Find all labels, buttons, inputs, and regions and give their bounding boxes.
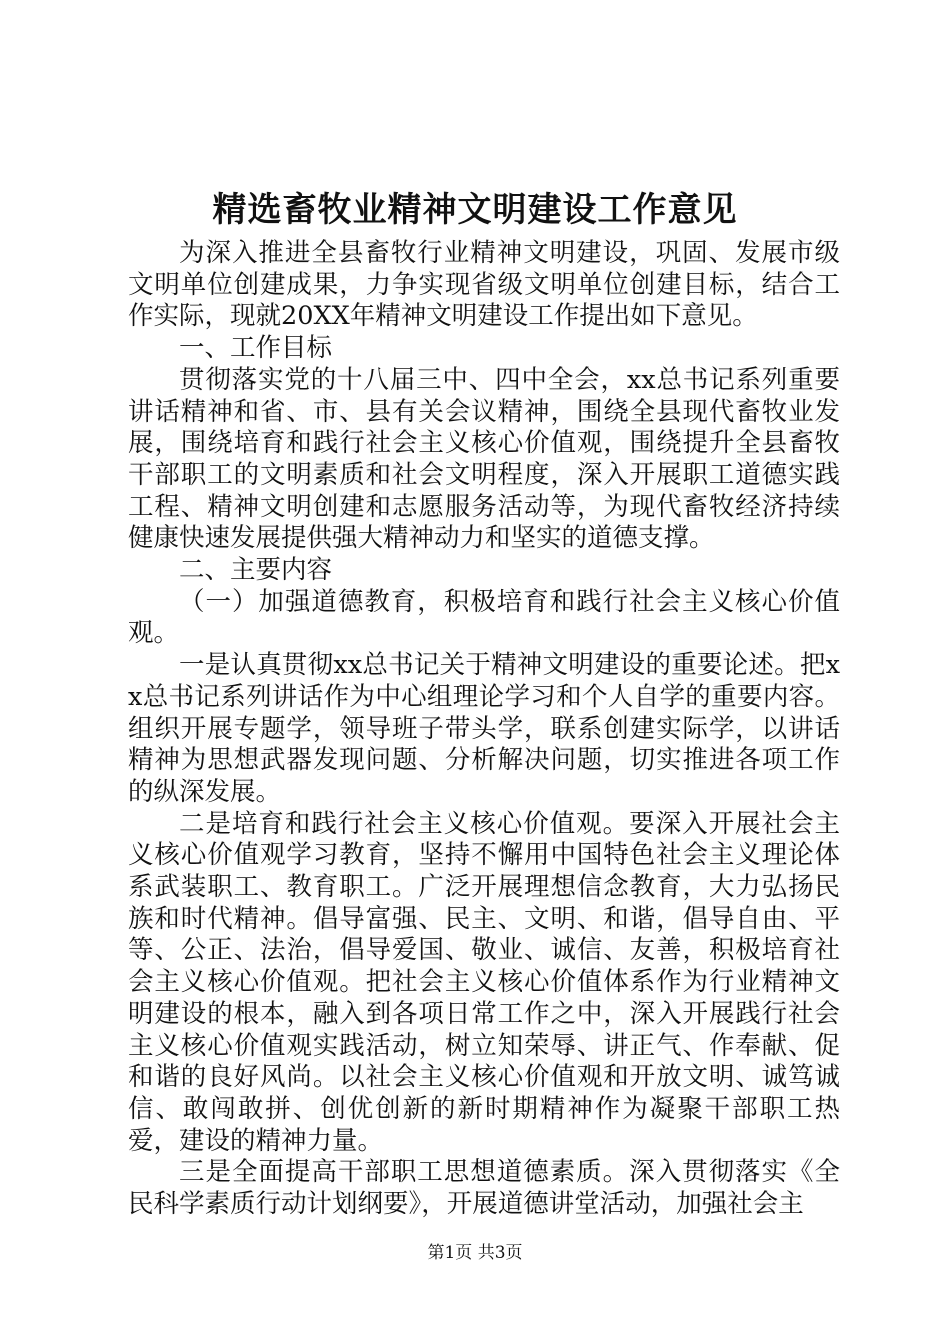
content-paragraph-2: 二是培育和践行社会主义核心价值观。要深入开展社会主义核心价值观学习教育，坚持不懈用中国特色社会主义理论体系武装职工、教育职工。广泛开展理想信念教育，大力弘扬民族和时代精神。倡导富强、民主、文明、和谐，倡导自由、平等、公正、法治，倡导爱国、敬业、诚信、友善，积极培育社会主义核心价值观。把社会主义核心价值体系作为行业精神文明建设的根本，融入到各项日常工作之中，深入开展践行社会主义核心价值观实践活动，树立知荣辱、讲正气、作奉献、促和谐的良好风尚。以社会主义核心价值观和开放文明、诚笃诚信、敢闯敢拼、创优创新的新时期精神作为凝聚干部职工热爱，建设的精神力量。 bbox=[128, 808, 840, 1156]
subsection-heading-moral-education: （一）加强道德教育，积极培育和践行社会主义核心价值观。 bbox=[128, 586, 840, 649]
content-paragraph-1: 一是认真贯彻xx总书记关于精神文明建设的重要论述。把xx总书记系列讲话作为中心组理论学习和个人自学的重要内容。组织开展专题学，领导班子带头学，联系创建实际学，以讲话精神为思想武器发现问题、分析解决问题，切实推进各项工作的纵深发展。 bbox=[128, 650, 840, 807]
content-paragraph-3: 三是全面提高干部职工思想道德素质。深入贯彻落实《全民科学素质行动计划纲要》，开展道德讲堂活动，加强社会主 bbox=[128, 1157, 840, 1220]
section-heading-content: 二、主要内容 bbox=[179, 555, 333, 586]
document-body bbox=[128, 238, 840, 1221]
intro-paragraph: 为深入推进全县畜牧行业精神文明建设，巩固、发展市级文明单位创建成果，力争实现省级文明单位创建目标，结合工作实际，现就20XX年精神文明建设工作提出如下意见。 bbox=[128, 238, 840, 332]
section-heading-goals: 一、工作目标 bbox=[179, 333, 333, 364]
goals-paragraph: 贯彻落实党的十八届三中、四中全会，xx总书记系列重要讲话精神和省、市、县有关会议精神，围绕全县现代畜牧业发展，围绕培育和践行社会主义核心价值观，围绕提升全县畜牧干部职工的文明素质和社会文明程度，深入开展职工道德实践工程、精神文明创建和志愿服务活动等，为现代畜牧经济持续健康快速发展提供强大精神动力和坚实的道德支撑。 bbox=[128, 364, 840, 554]
page-footer: 第1页 共3页 bbox=[427, 1243, 523, 1263]
document-title: 精选畜牧业精神文明建设工作意见 bbox=[212, 190, 738, 230]
